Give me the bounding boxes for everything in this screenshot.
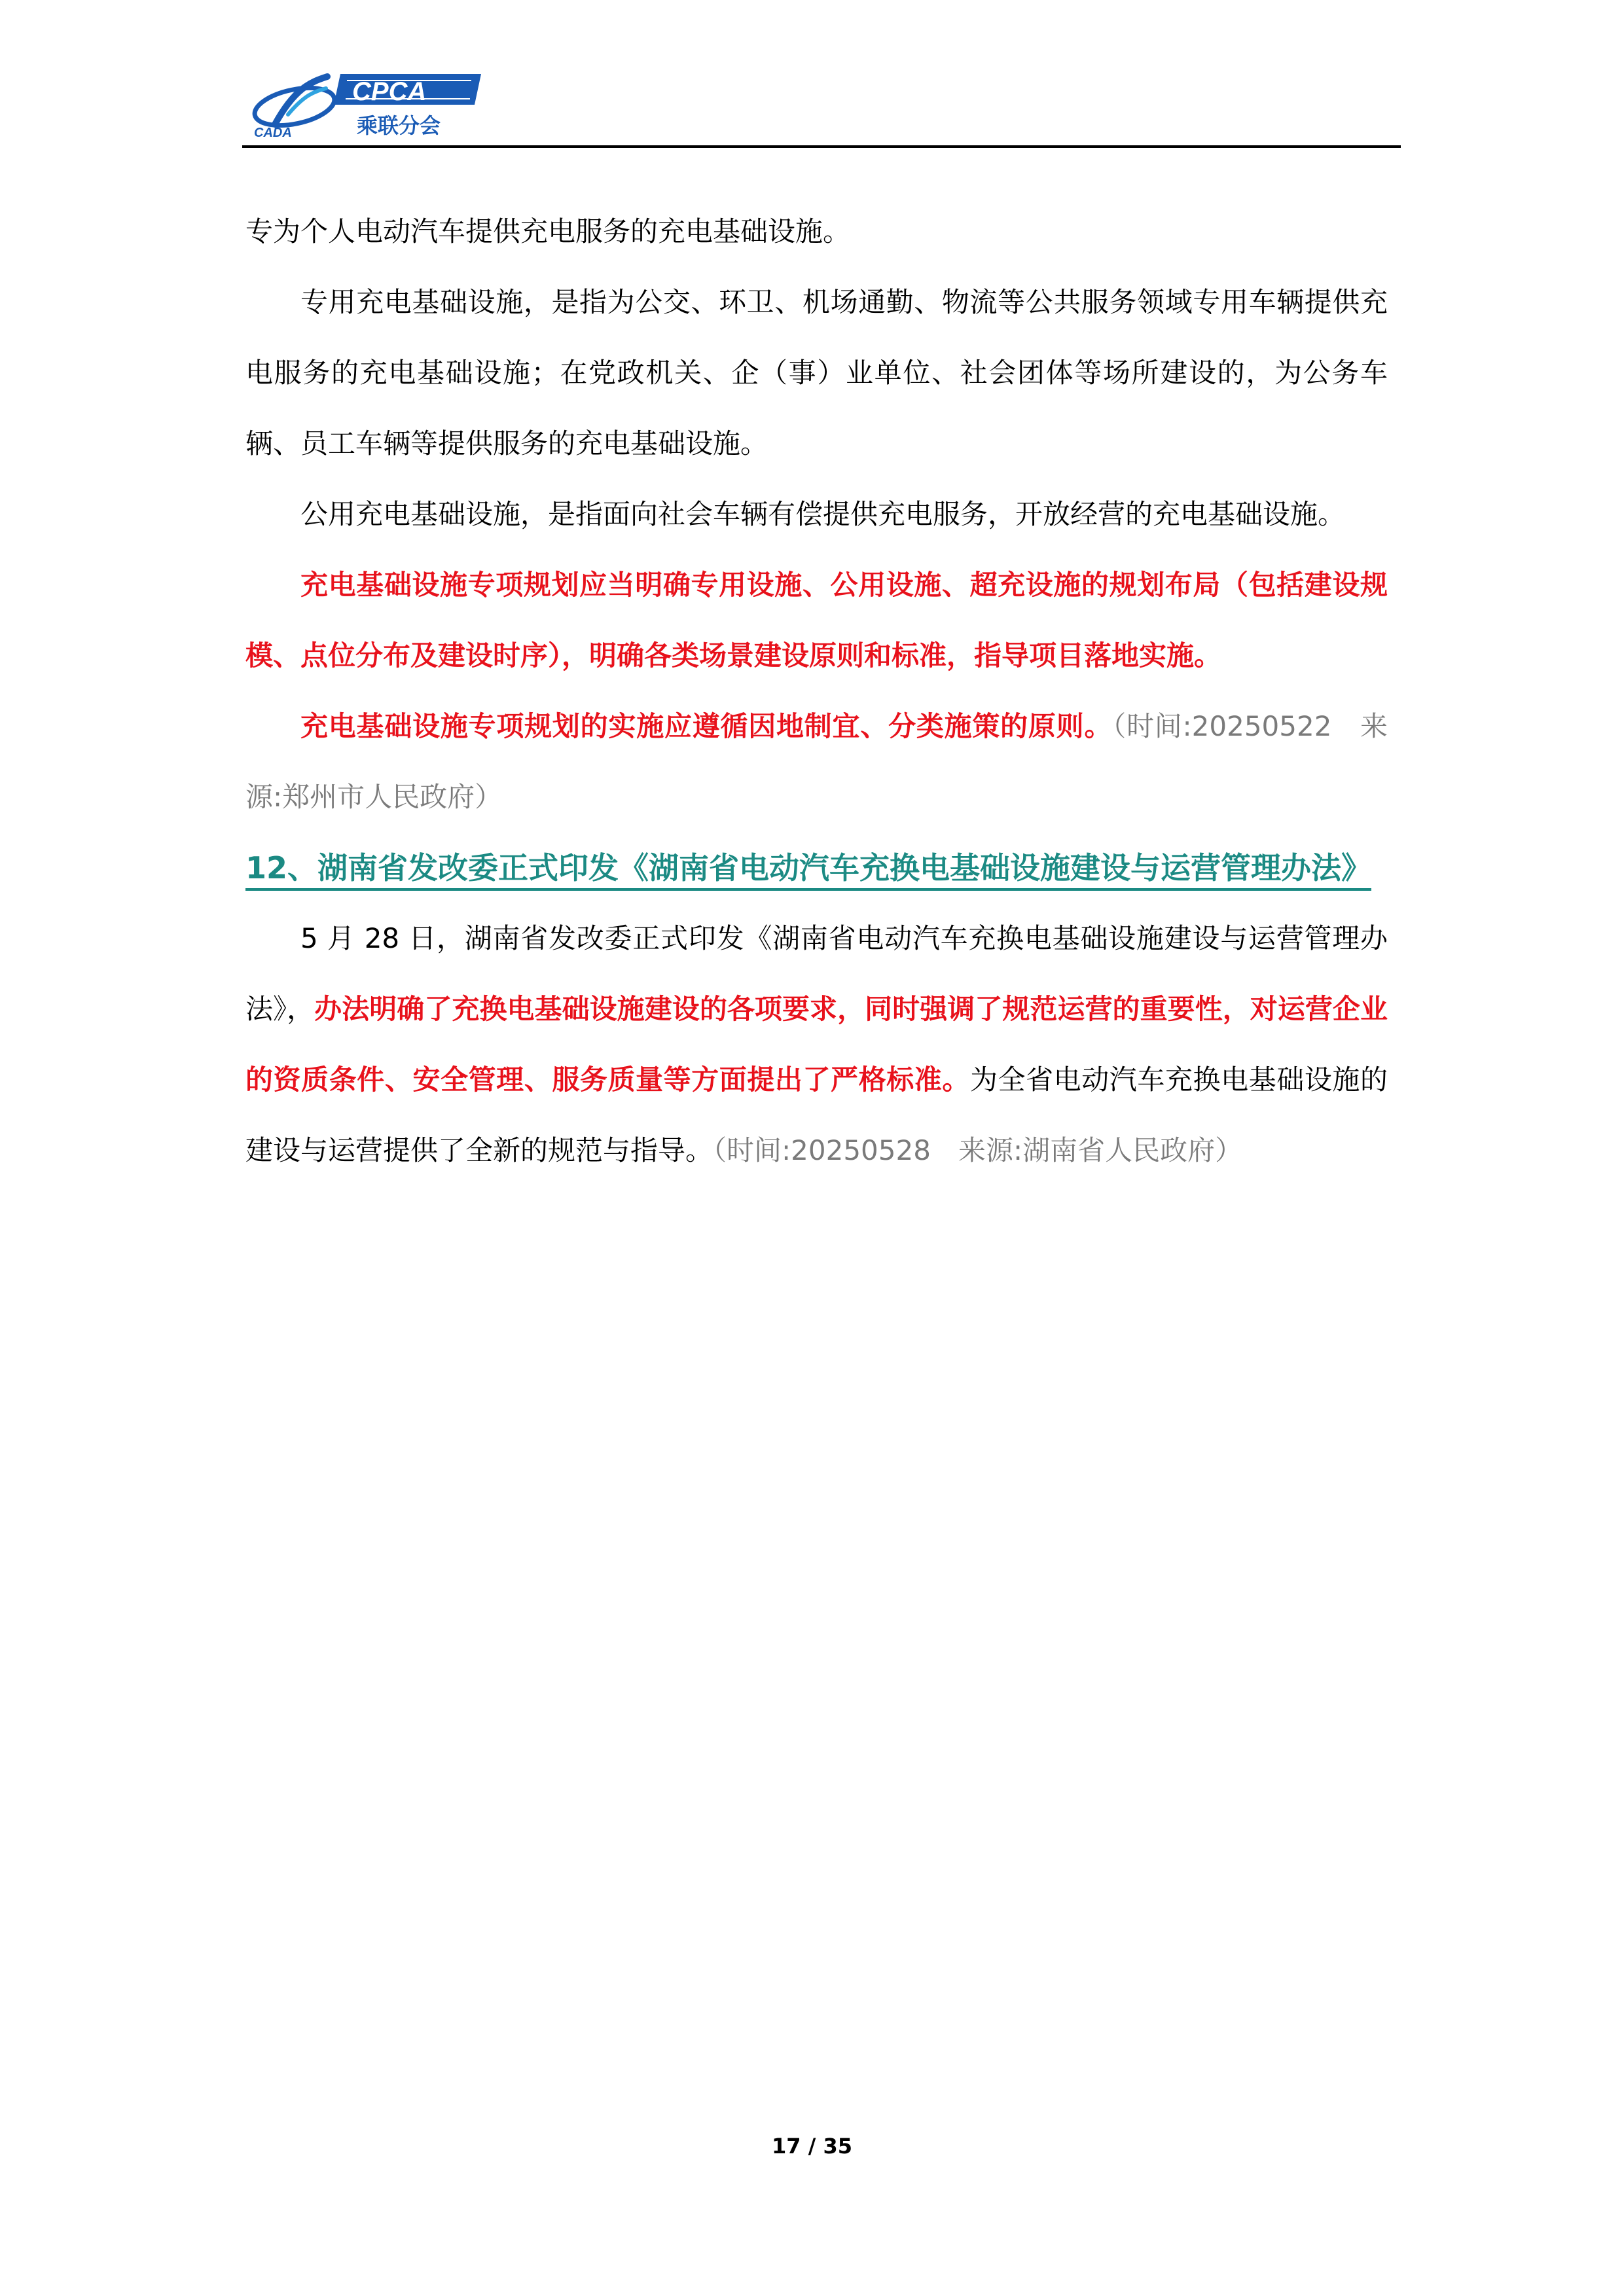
section-12-intro: 5 月 28 日，湖南省发改委正式印发《湖南省电动汽车充换电基础设施建设与运营管理办法》， <box>245 922 1388 1025</box>
svg-text:CPCA: CPCA <box>352 77 427 106</box>
page-header <box>242 69 1401 147</box>
paragraph-5-highlight: 充电基础设施专项规划的实施应遵循因地制宜、分类施策的原则。 <box>300 710 1113 742</box>
paragraph-1: 专为个人电动汽车提供充电服务的充电基础设施。 <box>245 215 851 247</box>
paragraph-5 <box>245 691 1388 833</box>
page-number: 17 / 35 <box>771 2134 853 2159</box>
paragraph-4-highlight: 充电基础设施专项规划应当明确专用设施、公用设施、超充设施的规划布局（包括建设规模、点位分布及建设时序），明确各类场景建设原则和标准，指导项目落地实施。 <box>245 569 1388 672</box>
section-12-paragraph <box>245 903 1388 1186</box>
section-12-heading-text: 12、湖南省发改委正式印发《湖南省电动汽车充换电基础设施建设与运营管理办法》 <box>245 850 1371 891</box>
svg-text:乘联分会: 乘联分会 <box>357 113 441 138</box>
svg-text:CADA: CADA <box>254 126 292 140</box>
paragraph-2: 专用充电基础设施，是指为公交、环卫、机场通勤、物流等公共服务领域专用车辆提供充电服务的充电基础设施；在党政机关、企（事）业单位、社会团体等场所建设的，为公务车辆、员工车辆等提供服务的充电基础设施。 <box>245 286 1388 459</box>
header-divider <box>242 145 1401 148</box>
section-12-source: （时间:20250528 来源:湖南省人民政府） <box>713 1134 1243 1166</box>
cpca-logo-icon <box>249 69 484 142</box>
section-12-heading <box>245 833 1388 903</box>
document-body <box>245 196 1388 1186</box>
paragraph-3: 公用充电基础设施，是指面向社会车辆有偿提供充电服务，开放经营的充电基础设施。 <box>300 498 1346 530</box>
paragraph-5-source: （时间:20250522 来源:郑州市人民政府） <box>245 710 1388 813</box>
section-12-tail: 为全省电动汽车充换电基础设施的建设与运营提供了全新的规范与指导。 <box>245 1064 1388 1166</box>
section-12-highlight: 办法明确了充换电基础设施建设的各项要求，同时强调了规范运营的重要性，对运营企业的资质条件、安全管理、服务质量等方面提出了严格标准。 <box>245 993 1388 1096</box>
